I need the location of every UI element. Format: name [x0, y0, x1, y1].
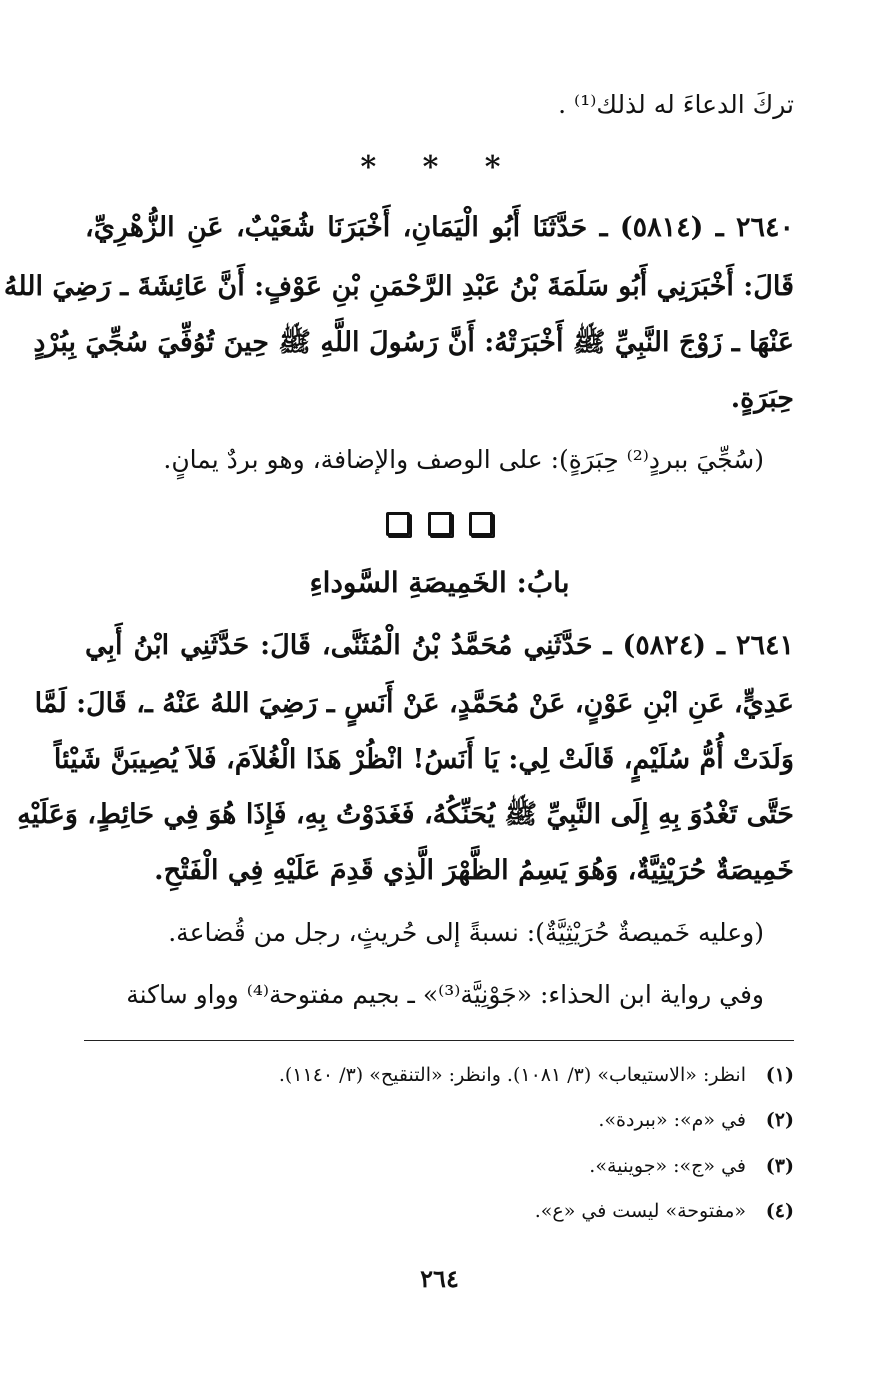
footnote-number: (١): [765, 1064, 794, 1086]
hadith-2640-line-4: حِبَرَةٍ.: [730, 383, 794, 414]
intro-line: تركَ الدعاءَ له لذلك⁽¹⁾ .: [558, 90, 794, 119]
footnote-number: (٤): [765, 1200, 794, 1222]
separator-box: [428, 512, 452, 536]
hadith-2640-line-3: عَنْهَا ـ زَوْجَ النَّبِيِّ ﷺ أَخْبَرَتْهُ: أَنَّ رَسُولَ اللَّهِ ﷺ حِينَ تُوُفِّيَ سُجِّيَ بِبُرْدٍ: [33, 327, 794, 358]
footnote-3: [85, 1157, 794, 1176]
footnote-number: (٢): [765, 1109, 794, 1131]
continuation-line: وفي رواية ابن الحذاء: «جَوْنِيَّة⁽³⁾» ـ بجيم مفتوحة⁽⁴⁾ وواو ساكنة: [126, 980, 764, 1009]
hadith-2641-line-2: عَدِيٍّ، عَنِ ابْنِ عَوْنٍ، عَنْ مُحَمَّدٍ، عَنْ أَنَسٍ ـ رَضِيَ اللهُ عَنْهُ ـ، قَالَ: لَمَّا: [34, 688, 794, 719]
section-separator: [0, 512, 879, 536]
footnote-divider: [84, 1040, 794, 1041]
footnote-1: [85, 1066, 794, 1085]
separator-box: [386, 512, 410, 536]
hadith-2640-line-2: قَالَ: أَخْبَرَنِي أَبُو سَلَمَةَ بْنُ عَبْدِ الرَّحْمَنِ بْنِ عَوْفٍ: أَنَّ عَائِشَةَ ـ رَضِيَ اللهُ: [3, 271, 794, 302]
footnote-text: في «م»: «ببردة».: [598, 1109, 746, 1131]
footnote-4: [85, 1202, 794, 1221]
separator-stars: * * *: [360, 150, 519, 185]
footnote-text: «مفتوحة» ليست في «ع».: [534, 1200, 746, 1222]
page-number: ٢٦٤: [420, 1264, 459, 1293]
commentary-2640: (سُجِّيَ ببردٍ⁽²⁾ حِبَرَةٍ): على الوصف والإضافة، وهو بردٌ يمانٍ.: [163, 445, 764, 474]
footnote-text: في «ج»: «جوينية».: [589, 1155, 746, 1177]
hadith-2641-line-5: خَمِيصَةٌ حُرَيْثِيَّةٌ، وَهُوَ يَسِمُ الظَّهْرَ الَّذِي قَدِمَ عَلَيْهِ فِي الْفَتْحِ.: [154, 855, 794, 886]
chapter-heading: بابُ: الخَمِيصَةِ السَّوداءِ: [309, 566, 570, 599]
hadith-2641-line-4: حَتَّى تَغْدُوَ بِهِ إِلَى النَّبِيِّ ﷺ يُحَنِّكُهُ، فَغَدَوْتُ بِهِ، فَإِذَا هُوَ فِي حَائِطٍ، وَعَلَيْهِ: [17, 799, 794, 830]
footnote-text: انظر: «الاستيعاب» (٣/ ١٠٨١). وانظر: «التنقيح» (٣/ ١١٤٠).: [278, 1064, 746, 1086]
hadith-2640-line-1: ٢٦٤٠ ـ (٥٨١٤) ـ حَدَّثَنَا أَبُو الْيَمَانِ، أَخْبَرَنَا شُعَيْبٌ، عَنِ الزُّهْرِيِّ،: [85, 212, 794, 243]
footnote-number: (٣): [765, 1155, 794, 1177]
footnote-2: [85, 1111, 794, 1130]
hadith-2641-line-3: وَلَدَتْ أُمُّ سُلَيْمٍ، قَالَتْ لِي: يَا أَنَسُ! انْظُرْ هَذَا الْغُلاَمَ، فَلاَ يُصِيبَنَّ شَيْئاً: [53, 744, 794, 775]
commentary-2641: (وعليه خَميصةٌ حُرَيْثِيَّةٌ): نسبةً إلى حُريثٍ، رجل من قُضاعة.: [168, 918, 764, 947]
hadith-2641-line-1: ٢٦٤١ ـ (٥٨٢٤) ـ حَدَّثَنِي مُحَمَّدُ بْنُ الْمُثَنَّى، قَالَ: حَدَّثَنِي ابْنُ أَبِي: [85, 630, 794, 661]
separator-box: [469, 512, 493, 536]
